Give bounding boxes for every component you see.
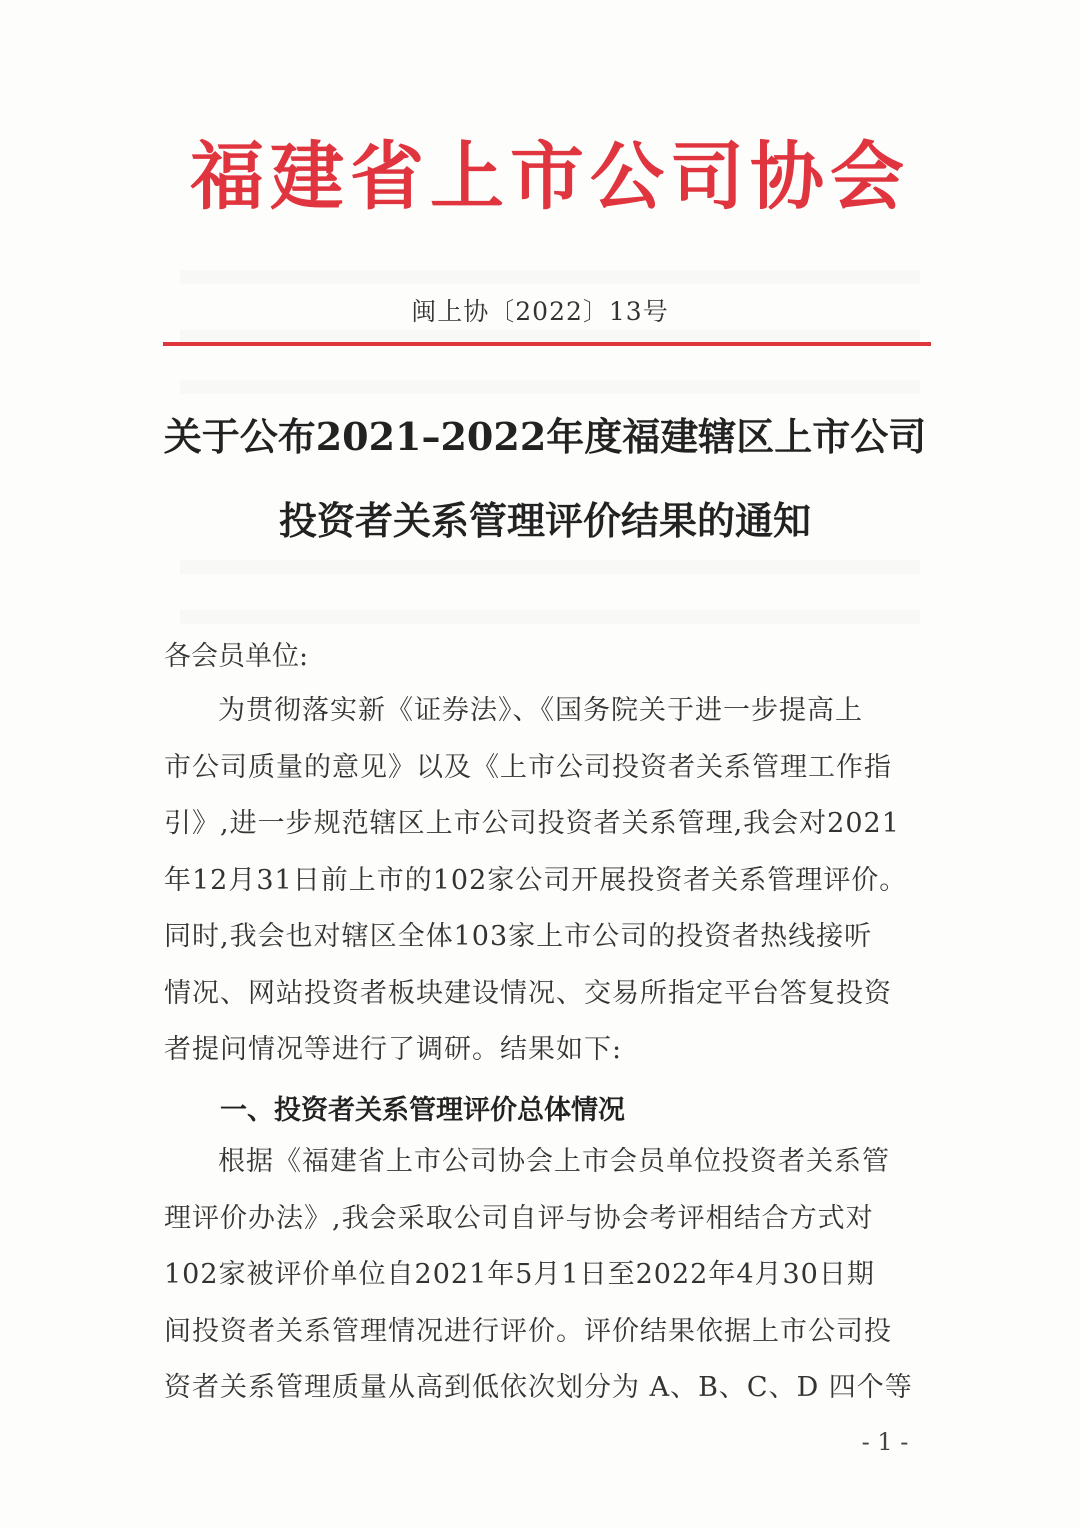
paragraph-line: 理评价办法》,我会采取公司自评与协会考评相结合方式对 [164,1202,874,1234]
paragraph-line: 102家被评价单位自2021年5月1日至2022年4月30日期 [164,1259,875,1290]
paragraph-line: 年12月31日前上市的102家公司开展投资者关系管理评价。 [164,864,908,896]
title-line-1: 关于公布2021–2022年度福建辖区上市公司 [163,414,927,459]
document-number: 闽上协〔2022〕13号 [411,297,669,326]
organization-masthead: 福建省上市公司协会 [190,134,910,220]
paragraph-line: 者提问情况等进行了调研。结果如下: [164,1034,623,1065]
paragraph-line: 同时,我会也对辖区全体103家上市公司的投资者热线接听 [164,921,873,952]
bleed-through-line [180,270,920,284]
salutation: 各会员单位: [164,641,309,672]
paragraph-line: 间投资者关系管理情况进行评价。评价结果依据上市公司投 [164,1315,892,1347]
section-heading-1: 一、投资者关系管理评价总体情况 [220,1095,625,1126]
paragraph-line: 引》,进一步规范辖区上市公司投资者关系管理,我会对2021 [164,808,900,839]
red-divider-line [163,342,931,346]
paragraph-line: 为贯彻落实新《证券法》、《国务院关于进一步提高上 [218,695,863,726]
paragraph-1 [164,683,920,1079]
bleed-through-line [180,380,920,394]
paragraph-line: 情况、网站投资者板块建设情况、交易所指定平台答复投资 [164,977,892,1009]
paragraph-line: 根据《福建省上市公司协会上市会员单位投资者关系管 [218,1146,890,1177]
title-line-2: 投资者关系管理评价结果的通知 [278,498,811,543]
paragraph-line: 资者关系管理质量从高到低依次划分为 A、B、C、D 四个等 [164,1372,913,1403]
bleed-through-line [180,610,920,624]
paragraph-2 [164,1134,920,1417]
bleed-through-line [180,560,920,574]
page-number: - 1 - [861,1428,909,1456]
paragraph-line: 市公司质量的意见》以及《上市公司投资者关系管理工作指 [164,751,892,783]
